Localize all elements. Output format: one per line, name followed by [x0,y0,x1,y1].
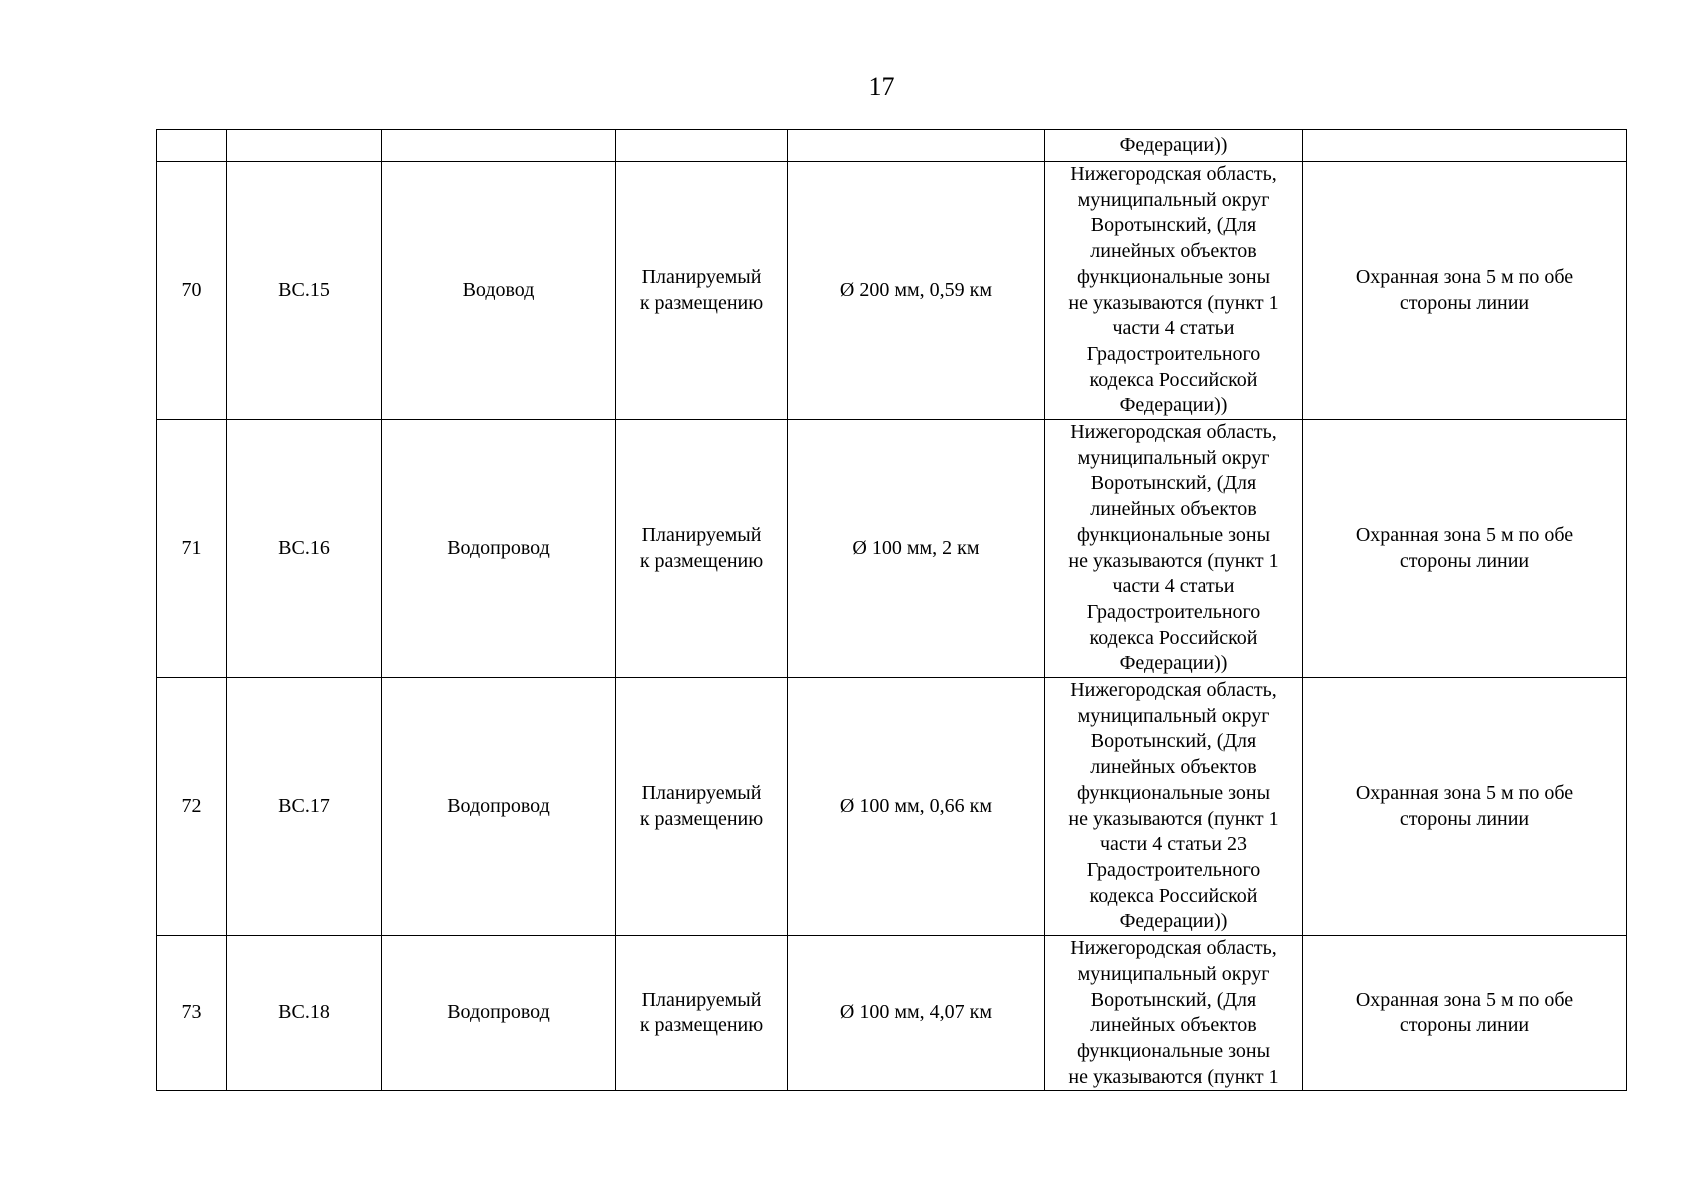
cell-code: ВС.17 [227,678,382,936]
cell-num: 71 [157,420,227,678]
cell-code: ВС.18 [227,936,382,1091]
table-row [157,420,1627,678]
cell-num: 70 [157,162,227,420]
cell-status: Планируемый к размещению [616,678,788,936]
cell-zone: Охранная зона 5 м по обе стороны линии [1303,420,1627,678]
page-number: 17 [868,72,895,101]
table-row-continuation [157,130,1627,162]
cell-params: Ø 100 мм, 2 км [788,420,1045,678]
cell-num: 72 [157,678,227,936]
cell-code: ВС.16 [227,420,382,678]
cell-params: Ø 100 мм, 4,07 км [788,936,1045,1091]
cell-name [382,130,616,162]
cell-location: Федерации)) [1045,130,1303,162]
cell-status [616,130,788,162]
cell-location: Нижегородская область, муниципальный округ Воротынский, (Для линейных объектов функциональные зоны не указываются (пункт 1 [1045,936,1303,1091]
table-row [157,936,1627,1091]
cell-location: Нижегородская область, муниципальный округ Воротынский, (Для линейных объектов функциональные зоны не указываются (пункт 1 части 4 статьи Градостроительного кодекса Российской Федерации)) [1045,420,1303,678]
cell-zone: Охранная зона 5 м по обе стороны линии [1303,936,1627,1091]
cell-location: Нижегородская область, муниципальный округ Воротынский, (Для линейных объектов функциональные зоны не указываются (пункт 1 части 4 статьи Градостроительного кодекса Российской Федерации)) [1045,162,1303,420]
table-row [157,678,1627,936]
cell-params: Ø 100 мм, 0,66 км [788,678,1045,936]
cell-code: ВС.15 [227,162,382,420]
cell-zone: Охранная зона 5 м по обе стороны линии [1303,678,1627,936]
objects-table [156,129,1627,1091]
cell-params [788,130,1045,162]
table-row [157,162,1627,420]
cell-name: Водопровод [382,678,616,936]
cell-code [227,130,382,162]
cell-num: 73 [157,936,227,1091]
cell-location: Нижегородская область, муниципальный округ Воротынский, (Для линейных объектов функциональные зоны не указываются (пункт 1 части 4 статьи 23 Градостроительного кодекса Российской Федерации)) [1045,678,1303,936]
cell-num [157,130,227,162]
cell-name: Водопровод [382,936,616,1091]
cell-name: Водовод [382,162,616,420]
cell-zone [1303,130,1627,162]
cell-status: Планируемый к размещению [616,162,788,420]
cell-status: Планируемый к размещению [616,420,788,678]
cell-params: Ø 200 мм, 0,59 км [788,162,1045,420]
cell-name: Водопровод [382,420,616,678]
cell-status: Планируемый к размещению [616,936,788,1091]
cell-zone: Охранная зона 5 м по обе стороны линии [1303,162,1627,420]
